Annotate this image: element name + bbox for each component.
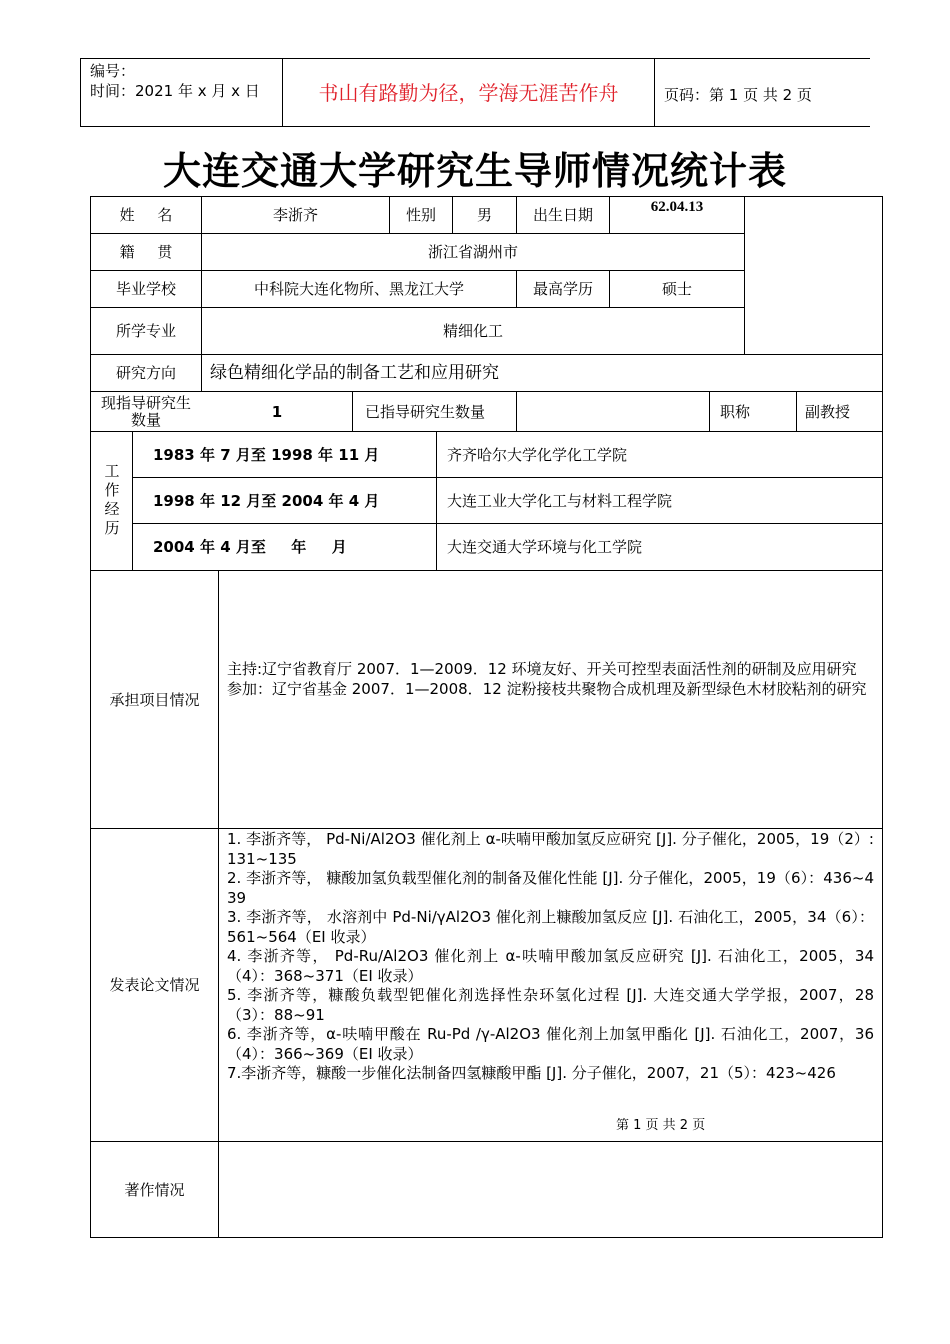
paper-item: 3. 李浙齐等， 水溶剂中 Pd-Ni/γAl2O3 催化剂上糠酸加氢反应 [J]. 石油化工，2005，34（6）：561~564（EI 收录）: [227, 908, 874, 946]
birth-label: 出生日期: [532, 206, 593, 224]
work-history-label: 工作经历: [104, 462, 120, 537]
books-label: 著作情况: [124, 1180, 185, 1199]
work-place: 齐齐哈尔大学化学化工学院: [447, 445, 628, 464]
work-period: 1998 年 12 月至 2004 年 4 月: [153, 491, 380, 510]
job-title-label: 职称: [720, 402, 751, 421]
project-item: 参加：辽宁省基金 2007．1—2008．12 淀粉接枝共聚物合成机理及新型绿色木材胶粘剂的研究: [227, 679, 867, 698]
page-footer: 第 1 页 共 2 页: [616, 1114, 705, 1133]
papers-list: [227, 830, 874, 1084]
papers-label: 发表论文情况: [109, 976, 200, 994]
paper-item: 2. 李浙齐等， 糠酸加氢负载型催化剂的制备及催化性能 [J]. 分子催化，2005，19（6）：436~439: [227, 869, 874, 907]
past-students-value: [520, 392, 708, 431]
research-value: 绿色精细化学品的制备工艺和应用研究: [210, 363, 499, 383]
past-students-label: 已指导研究生数量: [365, 402, 486, 421]
projects-list: [227, 660, 874, 699]
page-title: 大连交通大学研究生导师情况统计表: [162, 149, 787, 193]
major-value: 精细化工: [442, 322, 503, 340]
motto: 书山有路勤为径，学海无涯苦作舟: [318, 80, 619, 105]
work-place: 大连交通大学环境与化工学院: [447, 538, 643, 556]
current-students-value: 1: [271, 402, 283, 421]
paper-item: 6. 李浙齐等，α-呋喃甲酸在 Ru-Pd /γ-Al2O3 催化剂上加氢甲酯化 [J]. 石油化工，2007，36（4）：366~369（EI 收录）: [227, 1025, 874, 1063]
major-label: 所学专业: [115, 322, 176, 340]
research-label: 研究方向: [115, 364, 176, 382]
work-place: 大连工业大学化工与材料工程学院: [447, 491, 673, 510]
paper-item: 4. 李浙齐等， Pd-Ru/Al2O3 催化剂上 α-呋喃甲酸加氢反应研究 [J]. 石油化工，2005，34（4）：368~371（EI 收录）: [227, 947, 874, 985]
paper-item: 1. 李浙齐等， Pd-Ni/Al2O3 催化剂上 α-呋喃甲酸加氢反应研究 [J]. 分子催化，2005，19（2）:131~135: [227, 830, 874, 868]
time-label: 时间：2021 年 x 月 x 日: [90, 82, 260, 100]
books-value: [227, 1142, 874, 1237]
native-value: 浙江省湖州市: [427, 243, 518, 261]
work-period: 1983 年 7 月至 1998 年 11 月: [153, 445, 380, 464]
page-info: 页码：第 1 页 共 2 页: [664, 86, 812, 104]
work-period: 2004 年 4 月至 年 月: [153, 538, 347, 556]
gender-value: 男: [476, 206, 492, 224]
number-label: 编号：: [90, 62, 136, 80]
degree-label: 最高学历: [532, 280, 593, 298]
paper-item: 5. 李浙齐等，糠酸负载型钯催化剂选择性杂环氢化过程 [J]. 大连交通大学学报，2007，28（3）：88~91: [227, 986, 874, 1024]
current-students-label: 现指导研究生数量: [100, 393, 191, 429]
name-label: 姓 名: [119, 206, 173, 224]
project-item: 主持:辽宁省教育厅 2007．1—2009．12 环境友好、开关可控型表面活性剂的研制及应用研究: [227, 660, 857, 678]
projects-label: 承担项目情况: [109, 690, 200, 709]
photo-area: [745, 197, 882, 354]
gender-label: 性别: [405, 206, 436, 224]
degree-value: 硕士: [661, 280, 692, 298]
name-value: 李浙齐: [272, 206, 318, 224]
birth-value: 62.04.13: [650, 199, 704, 215]
school-value: 中科院大连化物所、黑龙江大学: [253, 280, 464, 298]
native-label: 籍 贯: [119, 243, 173, 261]
paper-item: 7.李浙齐等，糠酸一步催化法制备四氢糠酸甲酯 [J]. 分子催化，2007，21（5）：423~426: [227, 1064, 836, 1082]
job-title-value: 副教授: [805, 402, 851, 421]
school-label: 毕业学校: [115, 280, 176, 298]
